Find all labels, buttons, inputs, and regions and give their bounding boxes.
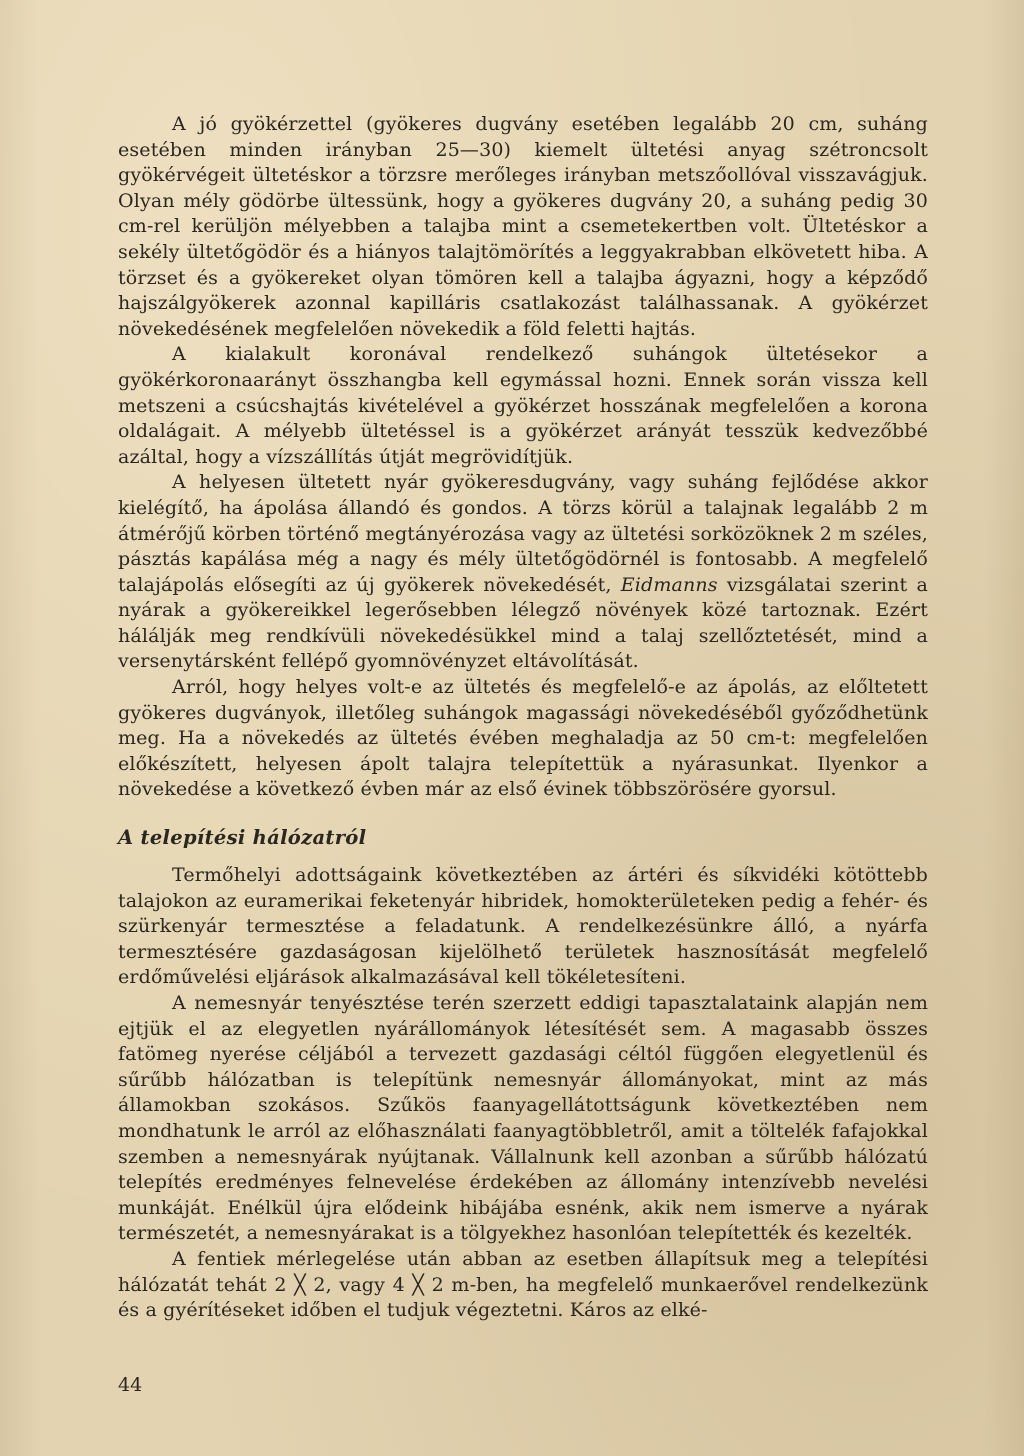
- paragraph-site-conditions: Termőhelyi adottságaink következtében az ártéri és síkvidéki kötöttebb talajokon az euramerikai feketenyár hibridek, homokterületeken pedig a fehér- és szürkenyár termesztése a feladatunk. A rendelkezésünkre álló, a nyárfa termesztésére gazdaságosan kijelölhető területek hasznosítását megfelelő erdőművelési eljárások alkalmazásával kell tökéletesíteni.: [118, 864, 928, 989]
- page-body: [118, 112, 928, 1324]
- page-number: 44: [118, 1374, 143, 1396]
- care-text-after: vizsgálatai szerint a nyárak a gyökereikkel legerősebben lélegző növények közé tartoznak. Ezért hálálják meg rendkívüli növekedésükkel mind a talaj szellőztetését, mind a versenytársként fellépő gyomnövényzet eltávolítását.: [118, 573, 928, 673]
- paragraph-root-pruning: A jó gyökérzettel (gyökeres dugvány esetében legalább 20 cm, suháng esetében minden irányban 25—30) kiemelt ültetési anyag szétroncsolt gyökérvégeit ültetéskor a törzsre merőleges irányban metszőollóval visszavágjuk. Olyan mély gödörbe ültessünk, hogy a gyökeres dugvány 20, a suháng pedig 30 cm-rel kerüljön mélyebben a talajba mint a csemetekertben volt. Ültetéskor a sekély ültetőgödör és a hiányos talajtömörítés a leggyakrabban elkövetett hiba. A törzset és a gyökereket olyan tömören kell a talajba ágyazni, hogy a képződő hajszálgyökerek azonnal kapilláris csatlakozást találhassanak. A gyökérzet növekedésének megfelelően növekedik a föld feletti hajtás.: [118, 113, 928, 340]
- paragraph-care: [118, 470, 928, 675]
- paragraph-crown-ratio: A kialakult koronával rendelkező suhángok ültetésekor a gyökérkoronaarányt összhangba kell egymással hozni. Ennek során vissza kell metszeni a csúcshajtás kivételével a gyökérzet hosszának megfelelően a korona oldalágait. A mélyebb ültetéssel is a gyökérzet arányát tesszük kedvezőbbé azáltal, hogy a vízszállítás útját megrövidítjük.: [118, 343, 928, 468]
- paragraph-spacing: A fentiek mérlegelése után abban az esetben állapítsuk meg a telepítési hálózatát tehát 2 ╳ 2, vagy 4 ╳ 2 m-ben, ha megfelelő munkaerővel rendelkezünk és a gyérítéseket időben el tudjuk végeztetni. Káros az elké-: [118, 1247, 928, 1322]
- author-name-eidmanns: Eidmanns: [620, 573, 718, 596]
- section-heading: A telepítési hálózatról: [118, 826, 367, 850]
- paragraph-poplar-breeding: A nemesnyár tenyésztése terén szerzett eddigi tapasztalataink alapján nem ejtjük el az elegyetlen nyárállományok létesítését sem. A magasabb összes fatömeg nyerése céljából a tervezett gazdasági céltól függően elegyetlenül és sűrűbb hálózatban is telepítünk nemesnyár állományokat, mint az más államokban szokásos. Szűkös faanyagellátottságunk következtében nem mondhatunk le arról az előhasználati faanyagtöbbletről, amit a töltelék fafajokkal szemben a nemesnyárak nyújtanak. Vállalnunk kell azonban a sűrűbb hálózatú telepítés eredményes felnevelése érdekében az állomány intenzívebb nevelési munkáját. Enélkül újra elődeink hibájába esnénk, akik nem ismerve a nyárak természetét, a nemesnyárakat is a tölgyekhez hasonlóan telepítették és kezelték.: [118, 992, 928, 1245]
- care-text-before: A helyesen ültetett nyár gyökeresdugvány, vagy suháng fejlődése akkor kielégítő, ha ápolása állandó és gondos. A törzs körül a talajnak legalább 2 m átmérőjű körben történő megtányérozása vagy az ültetési sorközöknek 2 m széles, pásztás kapálása még a nagy és mély ültetőgödörnél is fontosabb. A megfelelő talajápolás elősegíti az új gyökerek növekedését,: [118, 471, 928, 596]
- paragraph-growth-check: Arról, hogy helyes volt-e az ültetés és megfelelő-e az ápolás, az előltetett gyökeres dugványok, illetőleg suhángok magassági növekedéséből győződhetünk meg. Ha a növekedés az ültetés évében meghaladja az 50 cm-t: megfelelően előkészített, helyesen ápolt talajra telepítettük a nyárasunkat. Ilyenkor a növekedése a következő évben már az első évinek többszörösére gyorsul.: [118, 676, 928, 801]
